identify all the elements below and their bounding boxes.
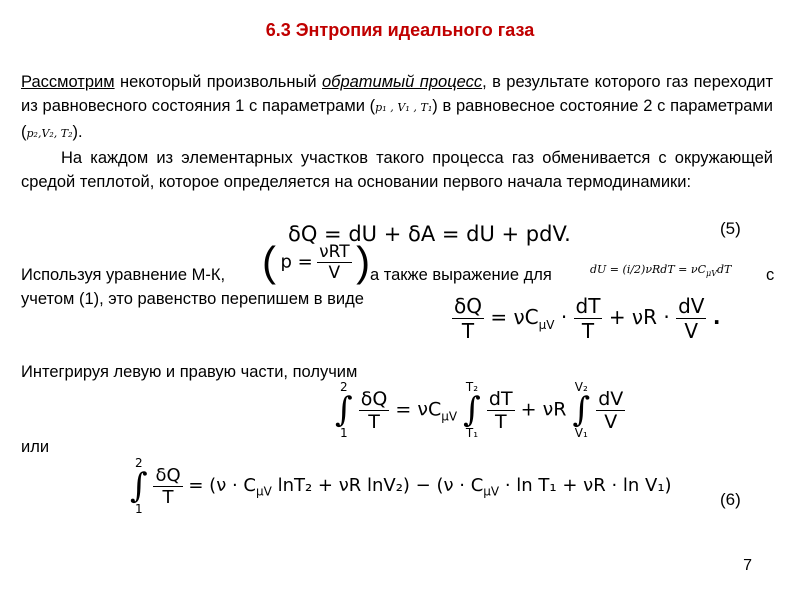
denominator: T [153, 486, 182, 508]
text: , в результате которого газ переходит из равновесного состояния 1 с параметрами ( [21, 73, 773, 115]
dot: · [560, 305, 568, 329]
frac-dv-v [676, 294, 706, 343]
du-expression [590, 263, 731, 278]
integral-sign: 2 ∫ 1 [335, 380, 353, 440]
numerator: dT [575, 294, 601, 318]
numerator: dV [598, 387, 624, 410]
equation-label-6: (6) [720, 490, 741, 509]
text: некоторый произвольный [114, 73, 322, 91]
denominator: T [452, 318, 484, 343]
mk-fraction [317, 242, 351, 283]
plus-nur: + νR [520, 398, 567, 421]
mk-p: p = [280, 251, 313, 273]
numerator: dV [678, 294, 705, 318]
mk-denominator: V [317, 262, 351, 283]
numerator: dT [488, 387, 513, 410]
state2-params: p₂,V₂, T₂ [26, 127, 73, 140]
numerator: δQ [155, 464, 181, 486]
limit-lower: V₁ [574, 426, 588, 440]
denominator: V [676, 318, 706, 343]
text: Используя уравнение М-К, [21, 266, 226, 284]
sub-muv: μV [256, 484, 272, 499]
limit-upper: T₂ [465, 380, 479, 394]
mk-formula [262, 238, 370, 286]
equation-integral [335, 380, 625, 440]
frac-dq-t [153, 465, 182, 508]
plus-nur: + νR · [608, 305, 670, 329]
line-or: или [21, 438, 50, 456]
text-c: с [766, 266, 775, 284]
equation-differential [452, 294, 720, 343]
du-text: dU = (i/2)νRdT = νC [590, 263, 706, 276]
mk-numerator: νRT [319, 241, 350, 262]
paren-right: ) [356, 238, 371, 285]
frac-dt-t [487, 388, 515, 433]
paren-left: ( [262, 238, 276, 285]
paragraph-heat-exchange: На каждом из элементарных участков такого процесса газ обменивается с окружающей средой теплотой, которое определяется на основании первого начала термодинамики: [21, 149, 773, 191]
page-number: 7 [743, 557, 752, 574]
underlined-word: Рассмотрим [21, 73, 115, 91]
frac-dq-t [359, 388, 390, 433]
denominator: T [359, 410, 390, 433]
frac-dt-t [574, 294, 603, 343]
du-end: dT [716, 263, 732, 276]
limit-lower: T₁ [465, 426, 479, 440]
rhs-part3: · ln T₁ + νR · ln V₁) [499, 475, 672, 496]
numerator: δQ [454, 294, 482, 318]
line-integrate: Интегрируя левую и правую части, получим [21, 363, 358, 381]
equation-label-5: (5) [720, 219, 741, 238]
emphasis-reversible-process: обратимый процесс [322, 73, 483, 91]
page-title: 6.3 Энтропия идеального газа [265, 20, 535, 40]
sub-muv: μV [441, 409, 458, 424]
line-rewrite: учетом (1), это равенство перепишем в виде [21, 290, 364, 308]
rhs-part1: = (ν · C [188, 475, 256, 496]
integral-sign: 2 ∫ 1 [130, 456, 148, 516]
text: ) в равновесное состояние 2 с параметрами ( [21, 97, 773, 141]
denominator: V [596, 410, 625, 433]
denominator: T [574, 318, 603, 343]
frac-dv-v [596, 388, 625, 433]
line-mk-equation [21, 266, 225, 285]
equals-nuc: = νC [395, 398, 442, 421]
rhs-part2: lnT₂ + νR lnV₂) − (ν · C [271, 475, 484, 496]
frac-dq-t [452, 294, 484, 343]
limit-lower: 1 [135, 502, 143, 516]
equals-nuc: = νC [490, 305, 539, 329]
equation-entropy [130, 456, 672, 516]
line-mk-continuation: а также выражение для [370, 266, 552, 284]
limit-upper: 2 [340, 380, 348, 394]
limit-lower: 1 [340, 426, 348, 440]
denominator: T [487, 410, 515, 433]
numerator: δQ [360, 387, 388, 410]
du-sub: μV [706, 269, 717, 279]
paragraph-intro [21, 70, 773, 146]
equation-first-law: δQ = dU + δA = dU + pdV. [288, 222, 571, 246]
integral-sign-t: T₂ ∫ T₁ [463, 380, 481, 440]
text: ). [72, 123, 83, 141]
state1-params: p₁ , V₁ , T₁ [375, 101, 433, 114]
limit-upper: 2 [135, 456, 143, 470]
period: . [712, 305, 721, 329]
sub-muv: μV [483, 484, 500, 499]
limit-upper: V₂ [574, 380, 588, 394]
sub-muv: μV [538, 318, 555, 332]
integral-sign-v: V₂ ∫ V₁ [572, 380, 591, 440]
